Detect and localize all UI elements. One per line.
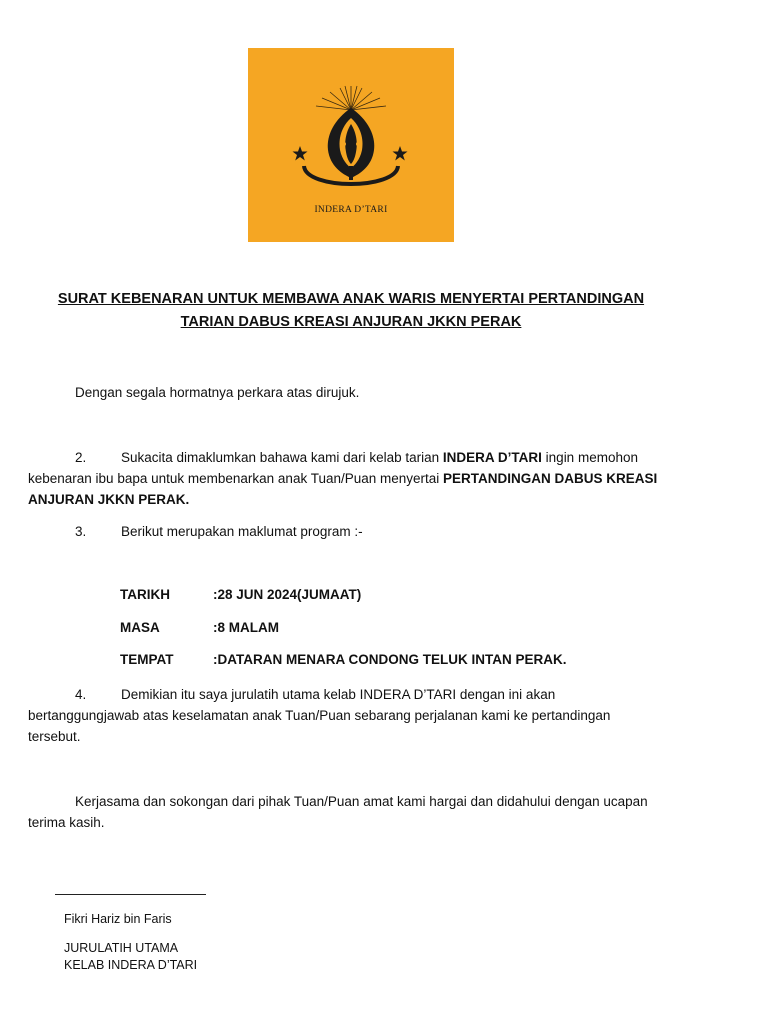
club-name: INDERA D’TARI [442,450,542,465]
program-row-time: MASA :8 MALAM [120,620,279,635]
signatory-name: Fikri Hariz bin Faris [64,912,172,926]
logo-text: INDERA D’TARI [314,205,388,215]
event-name: PERTANDINGAN DABUS KREASI [443,471,658,486]
paragraph-4: 4. Demikian itu saya jurulatih utama kelab INDERA D’TARI dengan ini akan bertanggungjawab atas keselamatan anak Tuan/Puan sebarang perjalanan kami ke pertandingan tersebut. [28,684,688,747]
closing-paragraph: Kerjasama dan sokongan dari pihak Tuan/Puan amat kami hargai dan didahului dengan ucapan terima kasih. [28,794,648,830]
club-logo [248,48,454,242]
paragraph-2: 2. Sukacita dimaklumkan bahawa kami dari kelab tarian INDERA D’TARI ingin memohon kebenaran ibu bapa untuk membenarkan anak Tuan/Puan menyertai PERTANDINGAN DABUS KREASI ANJURAN JKKN PERAK. [28,447,688,510]
paragraph-number: 4. [75,687,87,702]
opening-paragraph: Dengan segala hormatnya perkara atas dirujuk. [75,385,360,400]
paragraph-3: 3. Berikut merupakan maklumat program :- [28,521,688,542]
program-row-venue: TEMPAT :DATARAN MENARA CONDONG TELUK INTAN PERAK. [120,652,567,667]
paragraph-number: 3. [75,524,87,539]
program-row-date: TARIKH :28 JUN 2024(JUMAAT) [120,587,362,602]
letter-title [28,288,674,334]
paragraph-number: 2. [75,450,87,465]
title-line-2: TARIAN DABUS KREASI ANJURAN JKKN PERAK [180,314,522,330]
title-line-1: SURAT KEBENARAN UNTUK MEMBAWA ANAK WARIS MENYERTAI PERTANDINGAN [57,291,645,307]
signatory-role: JURULATIH UTAMA KELAB INDERA D’TARI [64,941,198,972]
event-organizer: ANJURAN JKKN PERAK. [28,492,190,507]
signature-line [55,894,206,895]
